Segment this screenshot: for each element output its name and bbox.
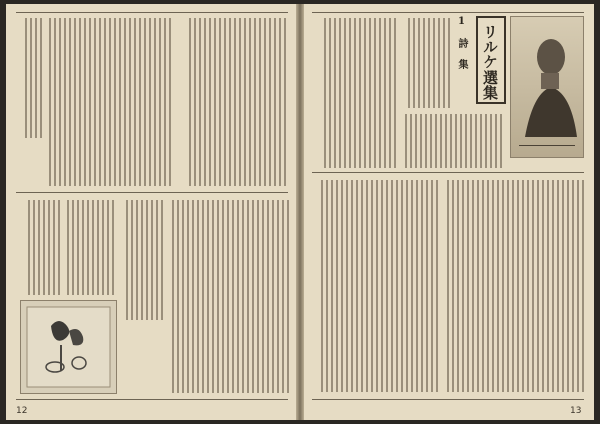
portrait-caption-line (519, 145, 575, 146)
text-block-lower-right (171, 200, 289, 393)
volume-list (402, 18, 450, 108)
list-item-1: 1 詩 集 (456, 16, 467, 69)
bottom-rule (312, 399, 584, 400)
bottom-rule (16, 399, 288, 400)
section-divider (312, 172, 584, 173)
left-page (6, 4, 296, 420)
right-page-number: 13 (570, 406, 582, 416)
text-block-upper-left (318, 18, 396, 168)
text-block-lower-middle (66, 200, 114, 295)
text-block-lower-left (24, 200, 60, 295)
series-title-part1: リルケ (481, 24, 499, 69)
left-page-number: 12 (16, 406, 28, 416)
section-divider (16, 192, 288, 193)
series-title-part2: 選集 (481, 70, 499, 100)
title-box (476, 16, 506, 104)
text-block-lower-left (318, 180, 438, 392)
text-block-upper-middle (402, 114, 502, 168)
portrait-image (511, 17, 583, 157)
rilke-portrait (510, 16, 584, 158)
text-block-upper-right (186, 18, 286, 186)
magazine-spread (6, 4, 594, 420)
right-page (304, 4, 594, 420)
text-block-lower-right (444, 180, 584, 392)
text-block-list (121, 200, 163, 320)
text-block-upper-left (46, 18, 171, 186)
book-cover-photo (20, 300, 117, 394)
gutter (296, 4, 304, 420)
top-rule (16, 12, 288, 13)
text-block-upper-edge (24, 18, 42, 138)
top-rule (312, 12, 584, 13)
book-cover-illustration (21, 301, 116, 393)
